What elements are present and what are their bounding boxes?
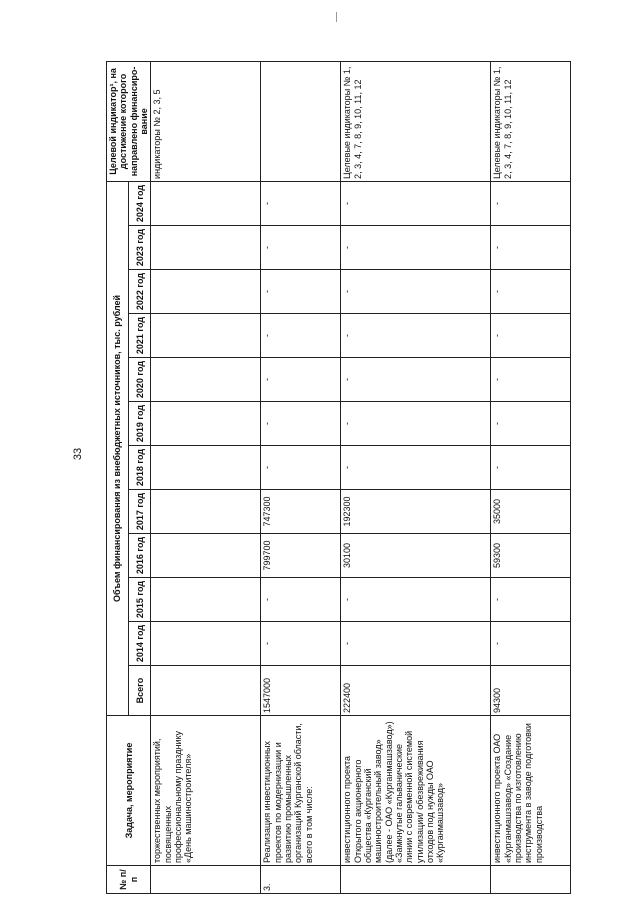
header-year: 2019 год: [129, 402, 151, 446]
table-row: [261, 61, 341, 893]
row-year-value: [151, 270, 261, 314]
financing-table: [106, 61, 571, 894]
row-year-value: [151, 490, 261, 534]
row-total: 222400: [341, 666, 491, 716]
row-total: 1547000: [261, 666, 341, 716]
header-indicator: Целевой индикатор¹, на достижение которого направлено финансиро-вание: [107, 61, 151, 181]
row-year-value: [151, 358, 261, 402]
row-year-value: -: [341, 622, 491, 666]
scan-mark: [336, 12, 337, 22]
header-total: Всего: [129, 666, 151, 716]
row-year-value: 30100: [341, 534, 491, 578]
row-year-value: -: [491, 358, 571, 402]
row-year-value: -: [341, 446, 491, 490]
row-year-value: -: [261, 270, 341, 314]
row-year-value: -: [491, 622, 571, 666]
header-year: 2024 год: [129, 181, 151, 225]
row-year-value: [151, 226, 261, 270]
header-year: 2017 год: [129, 490, 151, 534]
row-no: [341, 866, 491, 894]
row-year-value: 747300: [261, 490, 341, 534]
row-year-value: 35000: [491, 490, 571, 534]
row-year-value: -: [261, 358, 341, 402]
row-no: [491, 866, 571, 894]
header-funding: Объем финансирования из внебюджетных источников, тыс. рублей: [107, 181, 129, 715]
row-year-value: [151, 622, 261, 666]
row-no: [151, 866, 261, 894]
row-year-value: 192300: [341, 490, 491, 534]
row-year-value: -: [261, 446, 341, 490]
row-year-value: -: [341, 402, 491, 446]
row-year-value: [151, 402, 261, 446]
row-indicator: Целевые индикаторы № 1, 2, 3, 4, 7, 8, 9, 10, 11, 12: [491, 61, 571, 181]
table-row: [341, 61, 491, 893]
header-year: 2015 год: [129, 578, 151, 622]
row-total: [151, 666, 261, 716]
row-year-value: -: [341, 358, 491, 402]
row-year-value: -: [341, 226, 491, 270]
page-number: 33: [72, 447, 85, 461]
row-year-value: -: [261, 181, 341, 225]
row-year-value: -: [491, 578, 571, 622]
row-year-value: -: [491, 226, 571, 270]
row-total: 94300: [491, 666, 571, 716]
row-year-value: -: [261, 578, 341, 622]
header-year: 2016 год: [129, 534, 151, 578]
row-year-value: -: [261, 402, 341, 446]
header-no: № п/п: [107, 866, 151, 894]
header-year: 2023 год: [129, 226, 151, 270]
row-task: торжественных мероприятий, посвященных профессиональному празднику «День машиностроителя»: [151, 716, 261, 866]
row-year-value: -: [341, 270, 491, 314]
row-year-value: [151, 314, 261, 358]
header-year: 2022 год: [129, 270, 151, 314]
header-task: Задача, мероприятие: [107, 716, 151, 866]
header-year: 2021 год: [129, 314, 151, 358]
row-year-value: -: [491, 314, 571, 358]
row-year-value: [151, 446, 261, 490]
header-year: 2018 год: [129, 446, 151, 490]
row-indicator: Целевые индикаторы № 1, 2, 3, 4, 7, 8, 9, 10, 11, 12: [341, 61, 491, 181]
row-year-value: -: [261, 226, 341, 270]
row-indicator: индикаторы № 2, 3, 5: [151, 61, 261, 181]
row-year-value: 59300: [491, 534, 571, 578]
row-year-value: [151, 534, 261, 578]
header-year: 2014 год: [129, 622, 151, 666]
row-year-value: -: [491, 270, 571, 314]
row-task: инвестиционного проекта Открытого акционерного общества «Курганский машиностроительный завод» (далее - ОАО «Курганмашзавод») «Замкнутые гальванические линии с современной системой утилизации/ обезвреживания отходов под нужды ОАО «Курганмашзавод»: [341, 716, 491, 866]
header-year: 2020 год: [129, 358, 151, 402]
row-year-value: [151, 181, 261, 225]
row-year-value: -: [491, 446, 571, 490]
table-row: [151, 61, 261, 893]
table-row: [491, 61, 571, 893]
row-task: Реализация инвестиционных проектов по модернизации и развитию промышленных организаций Курганской области, всего в том числе:: [261, 716, 341, 866]
row-year-value: -: [341, 578, 491, 622]
row-year-value: -: [261, 622, 341, 666]
row-year-value: [151, 578, 261, 622]
row-year-value: 799700: [261, 534, 341, 578]
row-year-value: -: [261, 314, 341, 358]
rotated-table-container: [106, 62, 628, 894]
row-no: 3.: [261, 866, 341, 894]
row-year-value: -: [491, 181, 571, 225]
row-indicator: [261, 61, 341, 181]
row-task: инвестиционного проекта ОАО «Курганмашзавод» «Создание производства по изготовлению инструмента в заводе подготовки производства: [491, 716, 571, 866]
row-year-value: -: [491, 402, 571, 446]
row-year-value: -: [341, 314, 491, 358]
row-year-value: -: [341, 181, 491, 225]
